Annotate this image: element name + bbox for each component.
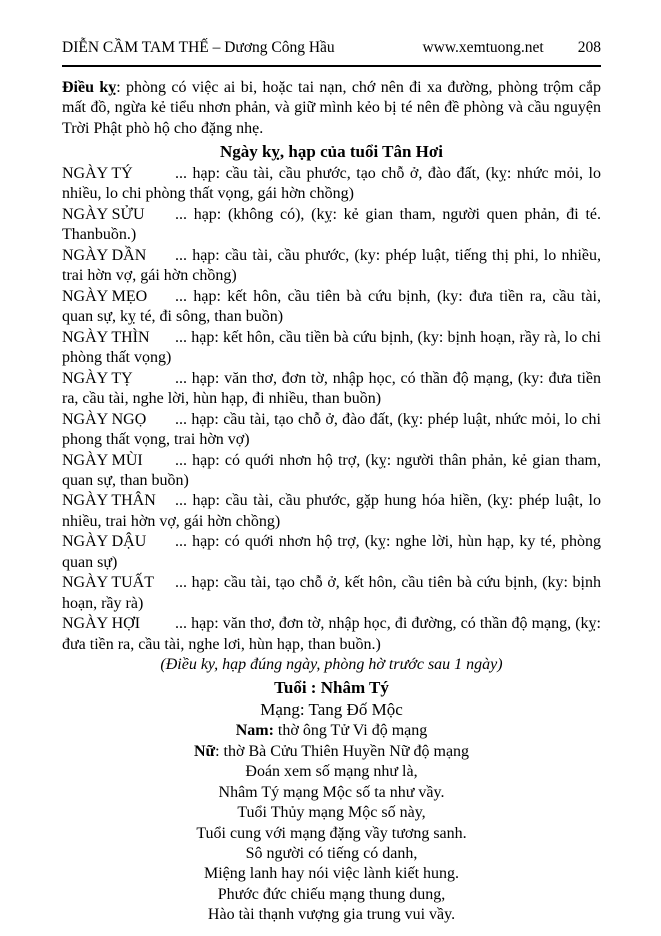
day-row [62, 369, 601, 410]
day-text: ... hạp: kết hôn, cầu tiền bà cứu bịnh, (ky: bịnh hoạn, rầy rà, lo chi phòng thất vọng) [62, 328, 601, 367]
day-name: NGÀY TÝ [62, 164, 133, 182]
day-name: NGÀY THÂN [62, 492, 156, 510]
profile-nam [62, 721, 601, 741]
poem-line: Phước đức chiếu mạng thung dung, [217, 885, 446, 903]
profile-nu [62, 742, 601, 762]
section-note: (Điều ky, hạp đúng ngày, phòng hờ trước sau 1 ngày) [160, 656, 503, 674]
profile-title: Tuổi : Nhâm Tý [274, 677, 389, 697]
day-name: NGÀY TỴ [62, 369, 133, 387]
poem-line: Hào tài thạnh vượng gia trung vui vầy. [207, 906, 456, 924]
day-text: ... hạp: (không có), (kỵ: kẻ gian tham, người quen phản, đi té. Thanbuồn.) [62, 205, 601, 244]
profile-mang: Mạng: Tang Đố Mộc [260, 700, 403, 720]
day-name: NGÀY TUẤT [62, 574, 154, 592]
poem-line: Tuổi Thủy mạng Mộc số này, [237, 804, 426, 822]
day-text: ... hạp: kết hôn, cầu tiên bà cứu bịnh, (ky: đưa tiền ra, cầu tài, quan sự, kỵ té, đi sông, than buồn) [62, 287, 601, 326]
page-number: 208 [577, 39, 601, 56]
nu-text: : thờ Bà Cửu Thiên Huyền Nữ độ mạng [215, 742, 470, 760]
day-text: ... hạp: cầu tài, cầu phước, tạo chỗ ở, đào đất, (kỵ: nhức mỏi, lo nhiều, lo chi phòng thất vọng, gái hờn chồng) [62, 164, 601, 203]
day-text: ... hạp: văn thơ, đơn tờ, nhập học, có thần độ mạng, (ky: đưa tiền ra, cầu tài, nghe lời, hùn hạp, đi nhiều, than buồn) [62, 369, 601, 408]
day-row [62, 287, 601, 328]
day-row [62, 614, 601, 655]
poem [62, 762, 601, 926]
nam-label: Nam: [235, 722, 274, 740]
day-row [62, 451, 601, 492]
day-text: ... hạp: cầu tài, cầu phước, gặp hung hóa hiền, (kỵ: phép luật, lo nhiều, trai hờn vợ, gái hờn chồng) [62, 492, 601, 530]
day-row [62, 491, 601, 532]
day-row [62, 532, 601, 573]
day-text: ... hạp: có quới nhơn hộ trợ, (kỵ: người thân phản, kẻ gian tham, quan sự, than buồn) [62, 451, 601, 490]
day-row [62, 164, 601, 205]
day-name: NGÀY DẬU [62, 533, 147, 551]
website-url: www.xemtuong.net [422, 39, 544, 56]
day-text: ... hạp: văn thơ, đơn tờ, nhập học, đi đường, có thần độ mạng, (kỵ: đưa tiền ra, cầu tài, nghe lơi, hùn hạp, than buồn.) [62, 615, 601, 653]
poem-line: Miệng lanh hay nói việc lành kiết hung. [203, 865, 460, 883]
section-heading: Ngày kỵ, hạp của tuổi Tân Hơi [219, 142, 444, 162]
day-text: ... hạp: cầu tài, tạo chỗ ở, đào đất, (kỵ: phép luật, nhức mỏi, lo chi phong thất vọng, trai hờn vợ) [62, 410, 601, 449]
intro-paragraph [62, 78, 601, 139]
day-row [62, 205, 601, 246]
nu-label: Nữ [193, 742, 216, 760]
book-title: DIỄN CẦM TAM THẾ – Dương Công Hầu [62, 39, 335, 56]
poem-line: Đoán xem số mạng như là, [245, 763, 418, 781]
day-name: NGÀY MÙI [62, 451, 143, 469]
poem-line: Tuổi cung với mạng đặng vầy tương sanh. [196, 824, 467, 842]
day-row [62, 246, 601, 287]
intro-text: : phòng có việc ai bi, hoặc tai nạn, chớ nên đi xa đường, phòng trộm cắp mất đồ, ngừa kẻ tiểu nhơn phản, và giữ mình kẻo bị té nên đề phòng và cầu nguyện Trời Phật phò hộ cho đặng nhẹ. [62, 78, 601, 137]
day-text: ... hạp: cầu tài, cầu phước, (ky: phép luật, tiếng thị phi, lo nhiều, trai hờn vợ, gái hờn chồng) [62, 246, 601, 285]
day-text: ... hạp: cầu tài, tạo chỗ ở, kết hôn, cầu tiên bà cứu bịnh, (ky: bịnh hoạn, rầy rà) [62, 574, 601, 612]
day-name: NGÀY NGỌ [62, 410, 147, 428]
day-name: NGÀY MẸO [62, 287, 148, 305]
poem-line: Sô người có tiếng có danh, [245, 845, 418, 863]
intro-label: Điều kỵ [62, 78, 117, 96]
day-name: NGÀY SỬU [62, 205, 145, 223]
day-name: NGÀY DẦN [62, 246, 147, 264]
day-name: NGÀY HỢI [62, 615, 141, 633]
page-header [62, 38, 601, 67]
header-right [422, 38, 601, 58]
day-row [62, 573, 601, 614]
day-text: ... hạp: có quới nhơn hộ trợ, (kỵ: nghe lời, hùn hạp, ky té, phòng quan sự) [62, 533, 601, 571]
day-row [62, 328, 601, 369]
day-name: NGÀY THÌN [62, 328, 150, 346]
nam-text: thờ ông Tử Vi độ mạng [273, 722, 428, 740]
day-row [62, 410, 601, 451]
poem-line: Nhâm Tý mạng Mộc số ta như vầy. [218, 783, 445, 801]
